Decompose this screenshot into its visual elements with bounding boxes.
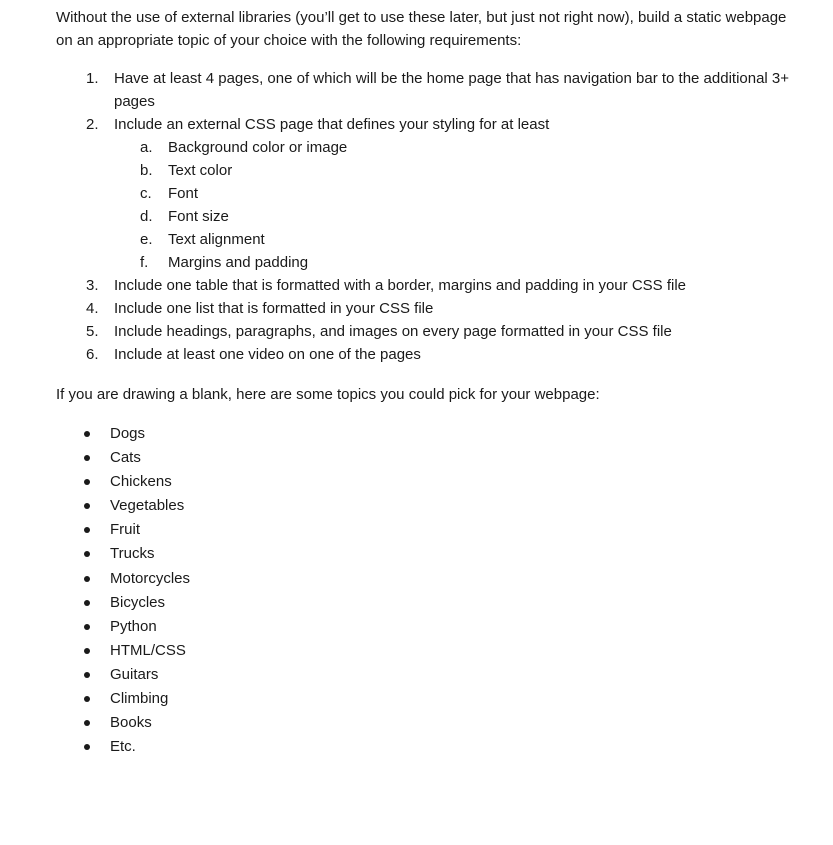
topic-text: Etc. <box>110 738 136 756</box>
requirement-text: Include an external CSS page that defines your styling for at least <box>114 116 550 133</box>
topic-list-item <box>56 735 190 759</box>
topic-text: Guitars <box>110 665 159 683</box>
bullet-icon <box>84 503 90 509</box>
sub-requirement-text: Margins and padding <box>168 254 309 271</box>
sub-requirement-text: Text alignment <box>168 231 265 248</box>
topic-list-item <box>56 687 190 711</box>
topic-text: Chickens <box>110 473 172 491</box>
requirement-text: Include one list that is formatted in your CSS file <box>114 300 434 317</box>
bullet-icon <box>84 479 90 485</box>
requirement-item <box>56 320 796 343</box>
intro-paragraph: Without the use of external libraries (you’ll get to use these later, but just not right now), build a static webpage on an appropriate topic of your choice with the following requirements: <box>56 9 787 49</box>
bullet-icon <box>84 696 90 702</box>
requirement-item <box>56 297 796 320</box>
topic-text: Cats <box>110 449 141 467</box>
topic-list-item <box>56 639 190 663</box>
topic-list-item <box>56 446 190 470</box>
bullet-icon <box>84 720 90 726</box>
css-styling-sublist <box>114 136 796 274</box>
bullet-icon <box>84 576 90 582</box>
sub-requirement-text: Background color or image <box>168 139 348 156</box>
sub-requirement-item <box>114 205 796 228</box>
topics-intro-paragraph: If you are drawing a blank, here are some topics you could pick for your webpage: <box>56 386 600 403</box>
bullet-icon <box>84 648 90 654</box>
topic-text: Climbing <box>110 690 169 708</box>
topic-text: Fruit <box>110 521 140 539</box>
sub-requirement-letter: f. <box>140 254 149 271</box>
topic-text: Motorcycles <box>110 569 191 587</box>
topic-text: Bicycles <box>110 593 166 611</box>
requirement-text: Have at least 4 pages, one of which will be the home page that has navigation bar to the additional 3+ pages <box>114 70 790 110</box>
requirement-number: 2. <box>86 116 99 133</box>
sub-requirement-letter: e. <box>140 231 153 248</box>
topic-list-item <box>56 542 190 566</box>
requirement-number: 4. <box>86 300 99 317</box>
requirement-item <box>56 113 796 274</box>
bullet-icon <box>84 431 90 437</box>
topic-text: Vegetables <box>110 497 185 515</box>
sub-requirement-letter: c. <box>140 185 152 202</box>
requirement-number: 5. <box>86 323 99 340</box>
sub-requirement-letter: a. <box>140 139 153 156</box>
topic-list-item <box>56 422 190 446</box>
topic-list-item <box>56 615 190 639</box>
sub-requirement-text: Font size <box>168 208 229 225</box>
topic-list-item <box>56 470 190 494</box>
sub-requirement-letter: d. <box>140 208 153 225</box>
bullet-icon <box>84 744 90 750</box>
requirement-item <box>56 67 796 113</box>
sub-requirement-item <box>114 251 796 274</box>
requirement-item <box>56 343 796 366</box>
requirement-text: Include headings, paragraphs, and images on every page formatted in your CSS file <box>114 323 672 340</box>
topic-list-item <box>56 567 190 591</box>
requirement-number: 6. <box>86 346 99 363</box>
bullet-icon <box>84 672 90 678</box>
sub-requirement-item <box>114 136 796 159</box>
topic-list-item <box>56 518 190 542</box>
topic-list-item <box>56 711 190 735</box>
requirement-text: Include one table that is formatted with a border, margins and padding in your CSS file <box>114 277 686 294</box>
requirement-number: 1. <box>86 70 99 87</box>
topic-text: HTML/CSS <box>110 641 186 659</box>
sub-requirement-item <box>114 228 796 251</box>
requirement-number: 3. <box>86 277 99 294</box>
topic-list-item <box>56 494 190 518</box>
sub-requirement-text: Font <box>168 185 199 202</box>
bullet-icon <box>84 600 90 606</box>
topic-text: Python <box>110 617 157 635</box>
topic-text: Books <box>110 714 152 732</box>
requirements-list <box>56 67 796 366</box>
sub-requirement-text: Text color <box>168 162 233 179</box>
requirement-text: Include at least one video on one of the pages <box>114 346 421 363</box>
bullet-icon <box>84 455 90 461</box>
topics-list <box>56 422 190 759</box>
topic-text: Dogs <box>110 425 146 442</box>
topic-text: Trucks <box>110 545 155 563</box>
requirement-item <box>56 274 796 297</box>
sub-requirement-item <box>114 159 796 182</box>
bullet-icon <box>84 527 90 533</box>
bullet-icon <box>84 551 90 557</box>
topic-list-item <box>56 663 190 687</box>
sub-requirement-item <box>114 182 796 205</box>
topic-list-item <box>56 591 190 615</box>
bullet-icon <box>84 624 90 630</box>
sub-requirement-letter: b. <box>140 162 153 179</box>
